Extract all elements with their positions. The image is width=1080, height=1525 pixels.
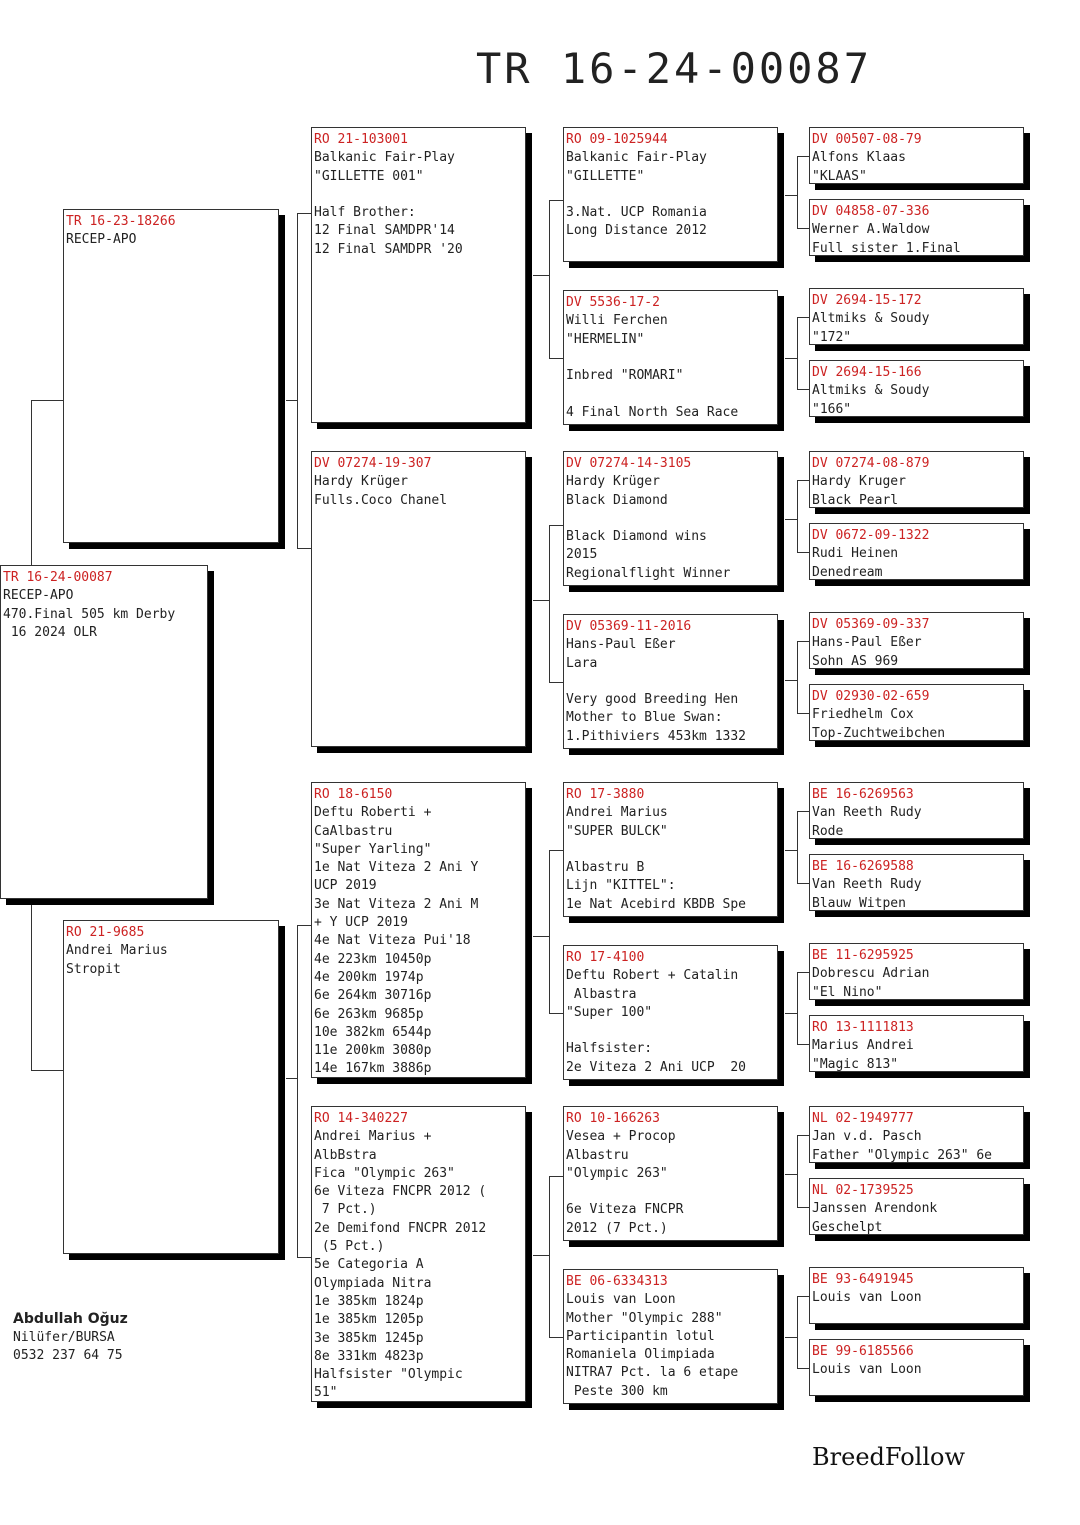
great-grandparent-card xyxy=(563,451,778,586)
pedigree-line: Inbred "ROMARI" xyxy=(566,368,684,384)
ring-number: RO 21-103001 xyxy=(314,132,408,147)
pedigree-line: Top-Zuchtweibchen xyxy=(812,725,946,741)
connector-line xyxy=(549,1337,563,1338)
pedigree-line: 1e 385km 1824p xyxy=(314,1293,424,1309)
connector-line xyxy=(785,850,797,851)
pedigree-line: Hardy Krüger xyxy=(566,474,660,490)
pedigree-line: "El Nino" xyxy=(812,984,883,1000)
pedigree-line: Hardy Kruger xyxy=(812,474,906,490)
pedigree-line: Willi Ferchen xyxy=(566,313,668,329)
pedigree-line: Balkanic Fair-Play xyxy=(566,150,707,166)
pedigree-line: Deftu Robert + Catalin xyxy=(566,968,739,984)
connector-line xyxy=(549,1176,563,1177)
ring-number: DV 02930-02-659 xyxy=(812,689,930,704)
great-great-grandparent-card xyxy=(809,782,1024,839)
connector-line xyxy=(785,680,797,681)
great-great-grandparent-card xyxy=(809,451,1024,508)
great-great-grandparent-card xyxy=(809,288,1024,345)
pedigree-line: 3e 385km 1245p xyxy=(314,1330,424,1346)
pedigree-line: 6e Viteza FNCPR 2012 ( xyxy=(314,1184,487,1200)
connector-line xyxy=(549,850,550,1013)
pedigree-line: Vesea + Procop xyxy=(566,1129,676,1145)
pedigree-line: Albastru B xyxy=(566,860,645,876)
connector-line xyxy=(297,213,298,548)
connector-line xyxy=(297,548,311,549)
grandparent-card xyxy=(311,451,526,747)
pedigree-line: Very good Breeding Hen xyxy=(566,692,739,708)
ring-number: DV 04858-07-336 xyxy=(812,204,930,219)
ring-number: RO 18-6150 xyxy=(314,787,393,802)
connector-line xyxy=(785,358,797,359)
pedigree-line: Andrei Marius xyxy=(566,805,668,821)
pedigree-line xyxy=(566,1022,775,1040)
pedigree-line: Father "Olympic 263" 6e xyxy=(812,1147,993,1163)
connector-line xyxy=(286,400,297,401)
connector-line xyxy=(797,552,809,553)
ring-number: DV 07274-08-879 xyxy=(812,456,930,471)
great-great-grandparent-card xyxy=(809,1015,1024,1072)
great-grandparent-card xyxy=(563,614,778,749)
pedigree-line: Altmiks & Soudy xyxy=(812,383,930,399)
pedigree-line: Andrei Marius + xyxy=(314,1129,432,1145)
pedigree-line: 12 Final SAMDPR'14 xyxy=(314,223,455,239)
great-grandparent-card xyxy=(563,945,778,1080)
connector-line xyxy=(797,1296,798,1368)
connector-line xyxy=(797,228,809,229)
connector-line xyxy=(797,641,809,642)
pedigree-line: 2e Demifond FNCPR 2012 xyxy=(314,1220,487,1236)
ring-number: DV 2694-15-166 xyxy=(812,365,922,380)
brand-logo: BreedFollow xyxy=(812,1443,966,1471)
pedigree-line: Long Distance 2012 xyxy=(566,223,707,239)
pedigree-line: + Y UCP 2019 xyxy=(314,915,408,931)
pedigree-line: Louis van Loon xyxy=(812,1362,922,1378)
pedigree-line: Mother to Blue Swan: xyxy=(566,710,723,726)
pedigree-line: 2012 (7 Pct.) xyxy=(566,1220,668,1236)
pedigree-line: 14e 167km 3886p xyxy=(314,1061,432,1077)
connector-line xyxy=(549,525,563,526)
pedigree-line xyxy=(566,385,775,403)
pedigree-line: Full sister 1.Final xyxy=(812,240,961,256)
pedigree-line: Fulls.Coco Chanel xyxy=(314,492,448,508)
connector-line xyxy=(797,317,809,318)
pedigree-line: RECEP-APO xyxy=(3,588,74,604)
pedigree-line: 1e Nat Acebird KBDB Spe xyxy=(566,896,747,912)
pedigree-line: 7 Pct.) xyxy=(314,1202,377,1218)
great-great-grandparent-card xyxy=(809,612,1024,669)
pedigree-line: Van Reeth Rudy xyxy=(812,805,922,821)
connector-line xyxy=(797,1207,809,1208)
great-great-grandparent-card xyxy=(809,199,1024,256)
pedigree-line: Participantin lotul xyxy=(566,1328,715,1344)
owner-contact xyxy=(13,1310,128,1366)
pedigree-line: 6e 263km 9685p xyxy=(314,1006,424,1022)
pedigree-line: Dobrescu Adrian xyxy=(812,966,930,982)
pedigree-line: 4e 200km 1974p xyxy=(314,969,424,985)
owner-phone: 0532 237 64 75 xyxy=(13,1348,123,1363)
pedigree-line: Friedhelm Cox xyxy=(812,707,914,723)
pedigree-line: Albastru xyxy=(566,1147,629,1163)
connector-line xyxy=(797,972,798,1044)
pedigree-line: "GILLETTE" xyxy=(566,168,645,184)
connector-line xyxy=(797,156,798,228)
sire-card xyxy=(63,209,279,543)
pedigree-line: Black Diamond xyxy=(566,492,668,508)
pedigree-line: Regionalflight Winner xyxy=(566,565,731,581)
pedigree-line: Mother "Olympic 288" xyxy=(566,1310,723,1326)
great-great-grandparent-card xyxy=(809,1339,1024,1396)
connector-line xyxy=(797,317,798,389)
ring-number: RO 13-1111813 xyxy=(812,1020,914,1035)
owner-city: Nilüfer/BURSA xyxy=(13,1329,115,1345)
connector-line xyxy=(549,200,563,201)
pedigree-line: Louis van Loon xyxy=(566,1292,676,1308)
ring-number: RO 10-166263 xyxy=(566,1111,660,1126)
pedigree-line: Peste 300 km xyxy=(566,1383,668,1399)
ring-number: RO 17-4100 xyxy=(566,950,645,965)
connector-line xyxy=(797,811,798,883)
connector-line xyxy=(797,1135,809,1136)
great-great-grandparent-card xyxy=(809,523,1024,580)
pedigree-line: Blauw Witpen xyxy=(812,895,906,911)
pedigree-line: "166" xyxy=(812,401,852,417)
ring-number: BE 93-6491945 xyxy=(812,1272,914,1287)
pedigree-line xyxy=(566,673,775,691)
connector-line xyxy=(797,641,798,713)
pedigree-line: 4e 223km 10450p xyxy=(314,951,432,967)
great-great-grandparent-card xyxy=(809,684,1024,741)
great-grandparent-card xyxy=(563,290,778,425)
connector-line xyxy=(797,1368,809,1369)
great-great-grandparent-card xyxy=(809,1178,1024,1235)
great-grandparent-card xyxy=(563,127,778,262)
pedigree-line: (5 Pct.) xyxy=(314,1239,385,1255)
connector-line xyxy=(797,480,798,552)
connector-line xyxy=(785,1174,797,1175)
great-grandparent-card xyxy=(563,1106,778,1241)
connector-line xyxy=(549,850,563,851)
pedigree-line: 16 2024 OLR xyxy=(3,624,97,640)
ring-number: NL 02-1949777 xyxy=(812,1111,914,1126)
pedigree-line: Geschelpt xyxy=(812,1219,883,1235)
connector-line xyxy=(785,519,797,520)
pedigree-line: Marius Andrei xyxy=(812,1038,914,1054)
pedigree-line: 4e Nat Viteza Pui'18 xyxy=(314,933,471,949)
pedigree-line: 470.Final 505 km Derby xyxy=(3,606,176,622)
pedigree-line: CaAlbastru xyxy=(314,823,393,839)
pedigree-line: Alfons Klaas xyxy=(812,150,906,166)
pedigree-line xyxy=(566,186,775,204)
connector-line xyxy=(286,1078,297,1079)
pedigree-line: "Magic 813" xyxy=(812,1056,899,1072)
connector-line xyxy=(533,1255,549,1256)
pedigree-line: "172" xyxy=(812,329,852,345)
pedigree-line: Lijn "KITTEL": xyxy=(566,878,676,894)
great-great-grandparent-card xyxy=(809,127,1024,184)
pedigree-line: Rudi Heinen xyxy=(812,546,899,562)
ring-number: BE 99-6185566 xyxy=(812,1344,914,1359)
connector-line xyxy=(797,1296,809,1297)
great-great-grandparent-card xyxy=(809,360,1024,417)
connector-line xyxy=(549,682,563,683)
pedigree-line: 2e Viteza 2 Ani UCP 20 xyxy=(566,1059,747,1075)
pedigree-line: 1e 385km 1205p xyxy=(314,1312,424,1328)
grandparent-card xyxy=(311,127,526,423)
ring-number: DV 05369-11-2016 xyxy=(566,619,692,634)
pedigree-line: Altmiks & Soudy xyxy=(812,311,930,327)
pedigree-line: Halfsister "Olympic xyxy=(314,1367,463,1383)
pedigree-line: "Super Yarling" xyxy=(314,841,432,857)
pedigree-line: 12 Final SAMDPR '20 xyxy=(314,241,463,257)
pedigree-line: 6e Viteza FNCPR xyxy=(566,1202,684,1218)
pedigree-line: RECEP-APO xyxy=(66,232,137,248)
ring-number: RO 09-1025944 xyxy=(566,132,668,147)
pedigree-line: 3e Nat Viteza 2 Ani M xyxy=(314,896,479,912)
subject-card xyxy=(0,565,208,899)
ring-number: DV 2694-15-172 xyxy=(812,293,922,308)
pedigree-line: Balkanic Fair-Play xyxy=(314,150,455,166)
connector-line xyxy=(797,713,809,714)
pedigree-line: 51" xyxy=(314,1385,338,1401)
pedigree-line: 6e 264km 30716p xyxy=(314,988,432,1004)
pedigree-line: NITRA7 Pct. la 6 etape xyxy=(566,1365,739,1381)
ring-number: DV 05369-09-337 xyxy=(812,617,930,632)
connector-line xyxy=(549,525,550,682)
pedigree-line: Lara xyxy=(566,655,598,671)
pedigree-line: Romaniela Olimpiada xyxy=(566,1347,715,1363)
pedigree-line: "HERMELIN" xyxy=(566,331,645,347)
great-great-grandparent-card xyxy=(809,1106,1024,1163)
pedigree-line: Half Brother: xyxy=(314,205,416,221)
pedigree-line: Hardy Krüger xyxy=(314,474,408,490)
connector-line xyxy=(797,972,809,973)
connector-line xyxy=(297,925,298,1257)
connector-line xyxy=(549,200,550,358)
connector-line xyxy=(549,358,563,359)
connector-line xyxy=(797,480,809,481)
ring-number: DV 0672-09-1322 xyxy=(812,528,930,543)
pedigree-line: Sohn AS 969 xyxy=(812,653,899,669)
grandparent-card xyxy=(311,1106,526,1402)
ring-number: TR 16-23-18266 xyxy=(66,214,176,229)
connector-line xyxy=(797,883,809,884)
pedigree-line xyxy=(566,1183,775,1201)
great-great-grandparent-card xyxy=(809,943,1024,1000)
great-grandparent-card xyxy=(563,782,778,917)
connector-line xyxy=(797,389,809,390)
pedigree-line: Fica "Olympic 263" xyxy=(314,1165,455,1181)
pedigree-line: 8e 331km 4823p xyxy=(314,1348,424,1364)
pedigree-line: Jan v.d. Pasch xyxy=(812,1129,922,1145)
pedigree-line: Black Diamond wins xyxy=(566,529,707,545)
connector-line xyxy=(785,1337,797,1338)
ring-number: RO 14-340227 xyxy=(314,1111,408,1126)
pedigree-line: 4 Final North Sea Race xyxy=(566,404,739,420)
ring-number: BE 06-6334313 xyxy=(566,1274,668,1289)
pedigree-line: Andrei Marius xyxy=(66,943,168,959)
grandparent-card xyxy=(311,782,526,1078)
connector-line xyxy=(297,213,311,214)
pedigree-line: "SUPER BULCK" xyxy=(566,823,668,839)
ring-number: DV 07274-14-3105 xyxy=(566,456,692,471)
connector-line xyxy=(533,600,549,601)
pedigree-line: Olympiada Nitra xyxy=(314,1275,432,1291)
pedigree-line: UCP 2019 xyxy=(314,878,377,894)
ring-number: RO 21-9685 xyxy=(66,925,145,940)
ring-number: TR 16-24-00087 xyxy=(3,570,113,585)
connector-line xyxy=(797,811,809,812)
ring-number: BE 16-6269563 xyxy=(812,787,914,802)
pedigree-line: Stropit xyxy=(66,961,121,977)
great-great-grandparent-card xyxy=(809,854,1024,911)
pedigree-line: Deftu Roberti + xyxy=(314,805,432,821)
pedigree-line xyxy=(566,510,775,528)
pedigree-line: 3.Nat. UCP Romania xyxy=(566,205,707,221)
pedigree-line: Black Pearl xyxy=(812,492,899,508)
connector-line xyxy=(797,1135,798,1207)
ring-number: NL 02-1739525 xyxy=(812,1183,914,1198)
pedigree-line: 11e 200km 3080p xyxy=(314,1043,432,1059)
pedigree-line: Louis van Loon xyxy=(812,1290,922,1306)
dam-card xyxy=(63,920,279,1254)
pedigree-line: 5e Categoria A xyxy=(314,1257,424,1273)
pedigree-line: 1e Nat Viteza 2 Ani Y xyxy=(314,860,479,876)
pedigree-title: TR 16-24-00087 xyxy=(476,44,873,93)
pedigree-line: Hans-Paul Eßer xyxy=(566,637,676,653)
connector-line xyxy=(797,156,809,157)
pedigree-line: "KLAAS" xyxy=(812,168,867,184)
pedigree-line: 10e 382km 6544p xyxy=(314,1024,432,1040)
ring-number: BE 16-6269588 xyxy=(812,859,914,874)
connector-line xyxy=(549,1013,563,1014)
connector-line xyxy=(785,1013,797,1014)
connector-line xyxy=(31,1070,63,1071)
pedigree-line: Hans-Paul Eßer xyxy=(812,635,922,651)
pedigree-line: 2015 xyxy=(566,547,598,563)
pedigree-line: "Super 100" xyxy=(566,1004,653,1020)
pedigree-line: Denedream xyxy=(812,564,883,580)
ring-number: BE 11-6295925 xyxy=(812,948,914,963)
great-grandparent-card xyxy=(563,1269,778,1404)
connector-line xyxy=(533,275,549,276)
pedigree-line: "GILLETTE 001" xyxy=(314,168,424,184)
pedigree-line: Werner A.Waldow xyxy=(812,222,930,238)
pedigree-line xyxy=(314,186,523,204)
pedigree-line: Halfsister: xyxy=(566,1041,653,1057)
connector-line xyxy=(797,1044,809,1045)
pedigree-line: Janssen Arendonk xyxy=(812,1201,938,1217)
ring-number: DV 00507-08-79 xyxy=(812,132,922,147)
ring-number: DV 5536-17-2 xyxy=(566,295,660,310)
connector-line xyxy=(297,925,311,926)
connector-line xyxy=(297,1257,311,1258)
connector-line xyxy=(31,400,63,401)
pedigree-line: Van Reeth Rudy xyxy=(812,877,922,893)
connector-line xyxy=(785,195,797,196)
pedigree-line xyxy=(566,349,775,367)
pedigree-line: "Olympic 263" xyxy=(566,1165,668,1181)
connector-line xyxy=(549,1176,550,1337)
pedigree-line: Albastra xyxy=(566,986,637,1002)
pedigree-line: Rode xyxy=(812,823,844,839)
pedigree-line: AlbBstra xyxy=(314,1147,377,1163)
ring-number: DV 07274-19-307 xyxy=(314,456,432,471)
owner-name: Abdullah Oğuz xyxy=(13,1311,128,1327)
pedigree-line xyxy=(566,841,775,859)
connector-line xyxy=(533,936,549,937)
great-great-grandparent-card xyxy=(809,1267,1024,1324)
pedigree-line: 1.Pithiviers 453km 1332 xyxy=(566,728,747,744)
ring-number: RO 17-3880 xyxy=(566,787,645,802)
